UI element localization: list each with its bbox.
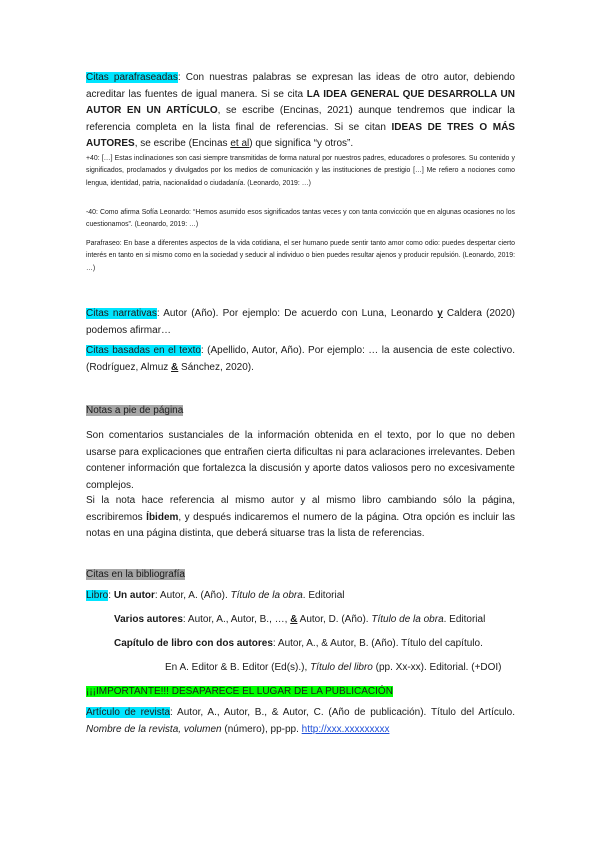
footnotes-heading-block: [86, 403, 515, 420]
chapter-line: [114, 636, 483, 652]
editor-block: [165, 660, 502, 676]
one-author-label: Un autor: [113, 590, 155, 601]
book-one-author-block: [86, 588, 515, 604]
important-note: [86, 684, 515, 700]
various-authors-title: Título de la obra: [371, 614, 444, 625]
various-authors-amp: &: [290, 614, 298, 625]
journal-article-text: : Autor, A., Autor, B., & Autor, C. (Año de publicación). Título del Artículo.: [170, 707, 515, 718]
text-based-text-1: : (Apellido, Autor, Año). Por ejemplo: … la ausencia de este colectivo. (Rodríguez, Almuz: [86, 345, 515, 373]
editor-line: [165, 660, 502, 676]
journal-article-paragraph: [86, 705, 515, 738]
footnotes-heading: [86, 403, 515, 420]
text-based-citations-section: [86, 343, 515, 376]
footnotes-heading-text: Notas a pie de página: [86, 405, 184, 416]
example-paraphrase: Parafraseo: En base a diferentes aspectos de la vida cotidiana, el ser humano puede sentir tanto amor como odio: puedes despertar cierto interés en tanto en si mismo como en la sociedad y seducir al individuo o bien puedes resultar ajenos y producir repulsión. (Leonardo, 2019: …): [86, 240, 515, 272]
paraphrased-text-3: , se escribe (Encinas: [134, 138, 231, 149]
journal-name: Nombre de la revista, volumen: [86, 723, 222, 735]
narrative-text-2: Caldera (2020) podemos afirmar…: [86, 308, 515, 336]
paraphrased-label: Citas parafraseadas: [86, 72, 178, 83]
book-label: Libro: [86, 590, 109, 601]
footnotes-paragraph-1: Son comentarios sustanciales de la información obtenida en el texto, por lo que no deben usarse para explicaciones que entrañen cierta dificultas ni para aclaraciones irrelevantes. Deben contener información que fortalezca la discusión y aporte datos valiosos pero no excesivamente complejos.: [86, 430, 515, 491]
book-colon: :: [108, 590, 114, 601]
bibliography-heading-block: [86, 567, 515, 584]
paraphrased-bold-2: IDEAS DE TRES O MÁS AUTORES: [86, 121, 515, 149]
narrative-label: Citas narrativas: [86, 308, 157, 319]
example-3: [86, 238, 515, 275]
various-authors-line: [114, 612, 485, 628]
paraphrased-bold-1: LA IDEA GENERAL QUE DESARROLLA UN AUTOR EN UN ARTÍCULO: [86, 88, 515, 116]
journal-article-block: [86, 705, 515, 738]
various-authors-text-2: Autor, D. (Año).: [297, 614, 372, 625]
chapter-label: Capítulo de libro con dos autores: [114, 638, 273, 649]
text-based-label: Citas basadas en el texto: [86, 345, 201, 356]
example-minus-40: -40: Como afirma Sofía Leonardo: “Hemos asumido esos significados tantas veces y con tanta convicción que en algunas ocasiones no los cuestionamos”. (Leonardo, 2019: …): [86, 209, 515, 229]
paraphrased-text-2: , se escribe (Encinas, 2021) aunque tendremos que indicar la referencia completa en la lista final de referencias. Si se citan: [86, 105, 515, 133]
one-author-title: Título de la obra: [230, 590, 303, 601]
example-plus-40: +40: […] Estas inclinaciones son casi siempre transmitidas de forma natural por nuestros padres, educadores o profesores. Su contenido y significados, proclamados y divulgados por los medios de comunicación y las instituciones de prestigio […] Me refiero a nociones como lengua, identidad, patria, nacionalidad o ciudadanía. (Leonardo, 2019: …): [86, 155, 515, 187]
one-author-end: . Editorial: [302, 590, 345, 601]
footnotes-paragraph-1-block: [86, 428, 515, 494]
footnotes-p2-text-c: , y después indicaremos el numero de la página. Otra opción es incluir las notas en una página distinta, que deberá situarse tras la lista de referencias.: [86, 511, 515, 539]
editor-text-2: (pp. Xx-xx). Editorial. (+DOI): [372, 662, 502, 673]
text-based-paragraph: [86, 343, 515, 376]
chapter-text: : Autor, A., & Autor, B. (Año). Título del capítulo.: [272, 638, 483, 649]
various-authors-end: . Editorial: [443, 614, 486, 625]
paraphrased-text-4: ) que significa “y otros”.: [249, 138, 354, 149]
footnotes-paragraph-2-block: [86, 493, 515, 543]
one-author-text: : Autor, A. (Año).: [154, 590, 231, 601]
journal-article-link[interactable]: http://xxx.xxxxxxxxx: [301, 723, 390, 735]
example-2: [86, 207, 515, 232]
example-1: [86, 153, 515, 190]
narrative-citations-section: [86, 306, 515, 339]
various-authors-label: Varios autores: [114, 614, 183, 625]
paraphrased-citations-section: [86, 70, 515, 153]
journal-article-label: Artículo de revista: [86, 707, 171, 718]
various-authors-block: [114, 612, 485, 628]
book-one-author-line: [86, 588, 515, 604]
paraphrased-et-al: et al: [230, 138, 250, 149]
footnotes-p2-text-a: Si la nota hace referencia al mismo autor y al mismo libro cambiando sólo la página, escribiremos: [86, 495, 515, 523]
journal-article-text-2: (número), pp-pp.: [221, 723, 302, 735]
narrative-paragraph: [86, 306, 515, 339]
chapter-block: [114, 636, 483, 652]
important-note-text: ¡¡¡IMPORTANTE!!! DESAPARECE EL LUGAR DE LA PUBLICACIÓN: [86, 686, 393, 697]
various-authors-text-1: : Autor, A., Autor, B., …,: [182, 614, 291, 625]
editor-title: Título del libro: [310, 662, 373, 673]
narrative-y: y: [437, 308, 443, 319]
editor-text-1: En A. Editor & B. Editor (Ed(s).),: [165, 662, 311, 673]
footnotes-ibidem: Íbidem: [146, 511, 179, 523]
footnotes-paragraph-2: [86, 493, 515, 543]
narrative-text-1: : Autor (Año). Por ejemplo: De acuerdo con Luna, Leonardo: [156, 308, 438, 319]
bibliography-heading: [86, 567, 515, 584]
important-note-block: [86, 684, 515, 700]
bibliography-heading-text: Citas en la bibliografía: [86, 569, 185, 580]
paraphrased-text-1: : Con nuestras palabras se expresan las ideas de otro autor, debiendo acreditar las fuentes de igual manera. Si se cita: [86, 72, 515, 100]
text-based-text-2: Sánchez, 2020).: [178, 361, 254, 373]
paraphrased-paragraph: [86, 70, 515, 153]
text-based-amp: &: [171, 361, 179, 373]
